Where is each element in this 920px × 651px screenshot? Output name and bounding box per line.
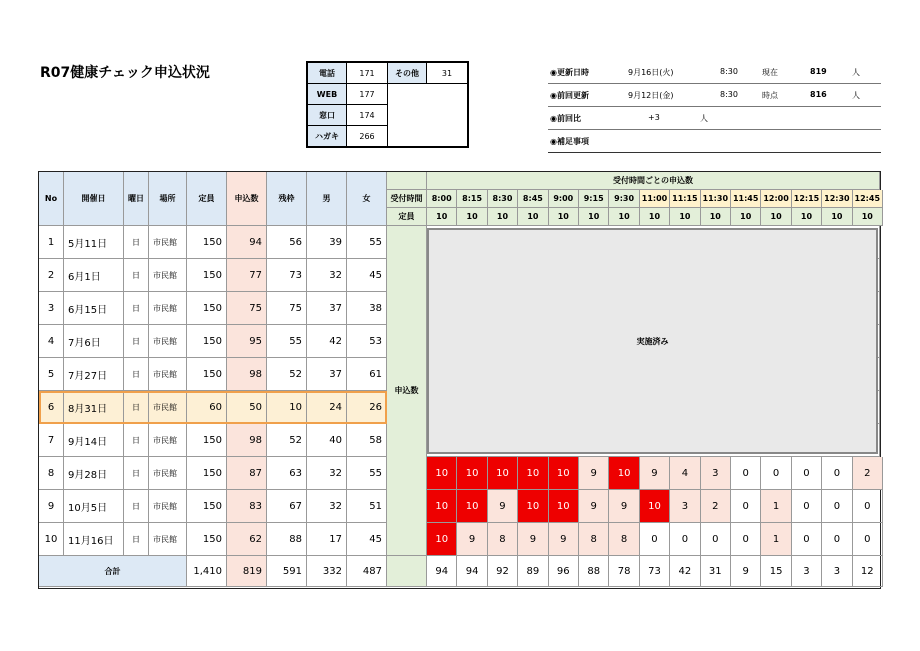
slot-total: 94 [427, 556, 457, 587]
cell-rem: 56 [267, 226, 307, 259]
updated-date: 9月16日(火) [628, 68, 674, 77]
total-label: 合計 [39, 556, 187, 587]
slot-count: 1 [761, 490, 791, 523]
cell-date: 7月27日 [64, 358, 124, 391]
slot-count: 0 [822, 490, 852, 523]
slot-count: 10 [518, 490, 548, 523]
cell-rem: 73 [267, 259, 307, 292]
slot-capacity: 10 [761, 208, 791, 226]
slot-count: 4 [670, 457, 700, 490]
slot-capacity: 10 [427, 208, 457, 226]
unit-label: 人 [852, 68, 860, 77]
cell-m: 32 [307, 490, 347, 523]
cell-app: 95 [227, 325, 267, 358]
time-slot-header: 8:30 [488, 190, 518, 208]
time-slot-header: 12:15 [792, 190, 822, 208]
time-slot-header: 8:15 [457, 190, 487, 208]
web-label: WEB [307, 84, 347, 105]
cell-rem: 52 [267, 358, 307, 391]
window-count: 174 [347, 105, 388, 126]
cell-date: 8月31日 [64, 391, 124, 424]
cell-date: 9月14日 [64, 424, 124, 457]
slot-capacity: 10 [822, 208, 852, 226]
postcard-label: ハガキ [307, 126, 347, 148]
slot-capacity: 10 [701, 208, 731, 226]
slot-count: 9 [579, 490, 609, 523]
window-label: 窓口 [307, 105, 347, 126]
status-panel [548, 61, 881, 153]
cell-date: 6月1日 [64, 259, 124, 292]
slot-capacity: 10 [549, 208, 579, 226]
status-row-previous [548, 84, 881, 107]
cell-app: 87 [227, 457, 267, 490]
total-remain: 591 [267, 556, 307, 587]
cell-date: 6月15日 [64, 292, 124, 325]
slot-total: 88 [579, 556, 609, 587]
cell-wd: 日 [124, 226, 149, 259]
completed-overlay: 実施済み [427, 228, 878, 454]
slot-capacity: 10 [518, 208, 548, 226]
prev-date: 9月12日(金) [628, 91, 674, 100]
cell-m: 37 [307, 358, 347, 391]
cell-date: 11月16日 [64, 523, 124, 556]
cell-no: 1 [39, 226, 64, 259]
applied-side-label: 申込数 [387, 226, 427, 556]
slot-total: 92 [488, 556, 518, 587]
slot-count: 10 [427, 523, 457, 556]
blank-cell [388, 84, 469, 105]
cell-wd: 日 [124, 259, 149, 292]
slot-count: 0 [792, 457, 822, 490]
slot-total: 78 [609, 556, 639, 587]
slot-capacity: 10 [670, 208, 700, 226]
slot-count: 10 [457, 457, 487, 490]
slot-total: 9 [731, 556, 761, 587]
slot-capacity: 10 [853, 208, 883, 226]
slot-capacity: 10 [731, 208, 761, 226]
cell-cap: 150 [187, 523, 227, 556]
web-count: 177 [347, 84, 388, 105]
cell-app: 98 [227, 358, 267, 391]
slot-count: 0 [792, 490, 822, 523]
phone-label: 電話 [307, 62, 347, 84]
slot-count: 10 [549, 490, 579, 523]
cell-f: 55 [347, 226, 387, 259]
cell-f: 38 [347, 292, 387, 325]
slot-count: 2 [701, 490, 731, 523]
status-row-note [548, 130, 881, 153]
cell-no: 2 [39, 259, 64, 292]
cell-app: 94 [227, 226, 267, 259]
cell-app: 50 [227, 391, 267, 424]
slot-count: 9 [518, 523, 548, 556]
cell-cap: 150 [187, 226, 227, 259]
slot-capacity: 10 [457, 208, 487, 226]
slot-count: 0 [853, 523, 883, 556]
cell-rem: 67 [267, 490, 307, 523]
slot-count: 9 [457, 523, 487, 556]
cell-rem: 52 [267, 424, 307, 457]
slot-count: 10 [427, 490, 457, 523]
slot-capacity: 10 [488, 208, 518, 226]
slot-count: 1 [761, 523, 791, 556]
cell-m: 40 [307, 424, 347, 457]
cell-cap: 150 [187, 325, 227, 358]
slot-count: 9 [549, 523, 579, 556]
cell-f: 55 [347, 457, 387, 490]
slot-count: 10 [609, 457, 639, 490]
cell-m: 32 [307, 259, 347, 292]
slot-corner [387, 172, 427, 190]
slot-count: 8 [609, 523, 639, 556]
cell-f: 45 [347, 523, 387, 556]
cell-app: 62 [227, 523, 267, 556]
cell-rem: 63 [267, 457, 307, 490]
slot-total: 15 [761, 556, 791, 587]
header-applied: 申込数 [227, 172, 267, 226]
cell-rem: 55 [267, 325, 307, 358]
cell-place: 市民館 [149, 523, 187, 556]
cell-cap: 150 [187, 358, 227, 391]
slot-total: 94 [457, 556, 487, 587]
point-label: 時点 [762, 91, 778, 100]
cell-rem: 75 [267, 292, 307, 325]
slot-count: 0 [670, 523, 700, 556]
cell-date: 10月5日 [64, 490, 124, 523]
cell-app: 83 [227, 490, 267, 523]
cell-m: 39 [307, 226, 347, 259]
slot-total: 42 [670, 556, 700, 587]
current-label: 現在 [762, 68, 778, 77]
slot-capacity: 10 [792, 208, 822, 226]
slot-title: 受付時間ごとの申込数 [427, 172, 880, 190]
channel-breakdown [306, 61, 469, 148]
slot-row-label: 受付時間 [387, 190, 427, 208]
slot-count: 0 [701, 523, 731, 556]
slot-total: 96 [549, 556, 579, 587]
cell-m: 17 [307, 523, 347, 556]
time-slot-header: 8:45 [518, 190, 548, 208]
status-row-diff [548, 107, 881, 130]
cell-rem: 88 [267, 523, 307, 556]
current-value: 819 [810, 67, 827, 76]
slot-count: 9 [609, 490, 639, 523]
slot-capacity: 10 [609, 208, 639, 226]
status-row-updated [548, 61, 881, 84]
unit-label: 人 [700, 114, 708, 123]
cell-app: 98 [227, 424, 267, 457]
slot-count: 9 [579, 457, 609, 490]
slot-count: 9 [488, 490, 518, 523]
cell-f: 53 [347, 325, 387, 358]
header-male: 男 [307, 172, 347, 226]
slot-count: 0 [731, 523, 761, 556]
note-label: ◉補足事項 [550, 137, 589, 146]
time-slot-header: 11:30 [701, 190, 731, 208]
slot-count: 0 [792, 523, 822, 556]
cell-place: 市民館 [149, 358, 187, 391]
cell-cap: 150 [187, 457, 227, 490]
cell-wd: 日 [124, 523, 149, 556]
slot-total: 89 [518, 556, 548, 587]
cell-no: 3 [39, 292, 64, 325]
cell-m: 32 [307, 457, 347, 490]
cell-place: 市民館 [149, 424, 187, 457]
slot-count: 0 [761, 457, 791, 490]
cell-cap: 150 [187, 292, 227, 325]
time-slot-header: 9:15 [579, 190, 609, 208]
cell-wd: 日 [124, 424, 149, 457]
slot-total: 73 [640, 556, 670, 587]
total-applied: 819 [227, 556, 267, 587]
slot-count: 9 [640, 457, 670, 490]
slot-count: 3 [670, 490, 700, 523]
slot-total: 12 [853, 556, 883, 587]
slot-count: 3 [701, 457, 731, 490]
slot-count: 0 [731, 457, 761, 490]
cell-f: 61 [347, 358, 387, 391]
cell-cap: 150 [187, 424, 227, 457]
header-remain: 残枠 [267, 172, 307, 226]
header-place: 場所 [149, 172, 187, 226]
slot-total: 31 [701, 556, 731, 587]
time-slot-header: 9:00 [549, 190, 579, 208]
updated-time: 8:30 [720, 67, 738, 76]
prev-label: ◉前回更新 [550, 91, 589, 100]
cell-place: 市民館 [149, 457, 187, 490]
cell-place: 市民館 [149, 226, 187, 259]
slot-capacity: 10 [579, 208, 609, 226]
total-male: 332 [307, 556, 347, 587]
cell-place: 市民館 [149, 259, 187, 292]
diff-value: +3 [648, 113, 660, 122]
slot-count: 10 [549, 457, 579, 490]
schedule-table [38, 171, 881, 589]
blank-cell [388, 126, 469, 148]
slot-total: 3 [792, 556, 822, 587]
cell-wd: 日 [124, 490, 149, 523]
cell-m: 24 [307, 391, 347, 424]
cell-app: 75 [227, 292, 267, 325]
slot-count: 10 [457, 490, 487, 523]
slot-count: 10 [488, 457, 518, 490]
cell-no: 6 [39, 391, 64, 424]
cell-wd: 日 [124, 292, 149, 325]
header-female: 女 [347, 172, 387, 226]
total-side [387, 556, 427, 587]
header-weekday: 曜日 [124, 172, 149, 226]
cell-no: 10 [39, 523, 64, 556]
time-slot-header: 9:30 [609, 190, 639, 208]
cell-date: 5月11日 [64, 226, 124, 259]
time-slot-header: 11:15 [670, 190, 700, 208]
cell-wd: 日 [124, 457, 149, 490]
cell-wd: 日 [124, 325, 149, 358]
cell-place: 市民館 [149, 391, 187, 424]
time-slot-header: 12:45 [853, 190, 883, 208]
header-no: No [39, 172, 64, 226]
cell-no: 5 [39, 358, 64, 391]
cell-cap: 150 [187, 259, 227, 292]
cell-app: 77 [227, 259, 267, 292]
slot-count: 10 [518, 457, 548, 490]
updated-label: ◉更新日時 [550, 68, 589, 77]
cell-place: 市民館 [149, 490, 187, 523]
prev-time: 8:30 [720, 90, 738, 99]
cell-wd: 日 [124, 358, 149, 391]
slot-count: 0 [640, 523, 670, 556]
slot-count: 8 [488, 523, 518, 556]
cell-m: 42 [307, 325, 347, 358]
cell-f: 45 [347, 259, 387, 292]
diff-label: ◉前回比 [550, 114, 581, 123]
cell-m: 37 [307, 292, 347, 325]
cell-cap: 60 [187, 391, 227, 424]
cell-rem: 10 [267, 391, 307, 424]
slot-capacity: 10 [640, 208, 670, 226]
cell-date: 7月6日 [64, 325, 124, 358]
page-title: R07健康チェック申込状況 [40, 65, 210, 81]
cell-no: 7 [39, 424, 64, 457]
slot-count: 0 [822, 523, 852, 556]
slot-count: 8 [579, 523, 609, 556]
header-date: 開催日 [64, 172, 124, 226]
cell-wd: 日 [124, 391, 149, 424]
cell-f: 26 [347, 391, 387, 424]
cell-no: 4 [39, 325, 64, 358]
total-capacity: 1,410 [187, 556, 227, 587]
time-slot-header: 12:30 [822, 190, 852, 208]
cell-place: 市民館 [149, 292, 187, 325]
time-slot-header: 8:00 [427, 190, 457, 208]
slot-count: 0 [731, 490, 761, 523]
slot-count: 10 [427, 457, 457, 490]
cell-date: 9月28日 [64, 457, 124, 490]
cell-place: 市民館 [149, 325, 187, 358]
unit-label: 人 [852, 91, 860, 100]
other-count: 31 [427, 62, 469, 84]
postcard-count: 266 [347, 126, 388, 148]
blank-cell [388, 105, 469, 126]
header-capacity: 定員 [187, 172, 227, 226]
slot-count: 0 [822, 457, 852, 490]
other-label: その他 [388, 62, 427, 84]
time-slot-header: 11:00 [640, 190, 670, 208]
cell-no: 8 [39, 457, 64, 490]
cell-cap: 150 [187, 490, 227, 523]
time-slot-header: 12:00 [761, 190, 791, 208]
prev-value: 816 [810, 90, 827, 99]
cell-f: 58 [347, 424, 387, 457]
cell-no: 9 [39, 490, 64, 523]
total-female: 487 [347, 556, 387, 587]
phone-count: 171 [347, 62, 388, 84]
slot-count: 0 [853, 490, 883, 523]
slot-count: 10 [640, 490, 670, 523]
time-slot-header: 11:45 [731, 190, 761, 208]
slot-total: 3 [822, 556, 852, 587]
slot-count: 2 [853, 457, 883, 490]
cell-f: 51 [347, 490, 387, 523]
cap-row-label: 定員 [387, 208, 427, 226]
